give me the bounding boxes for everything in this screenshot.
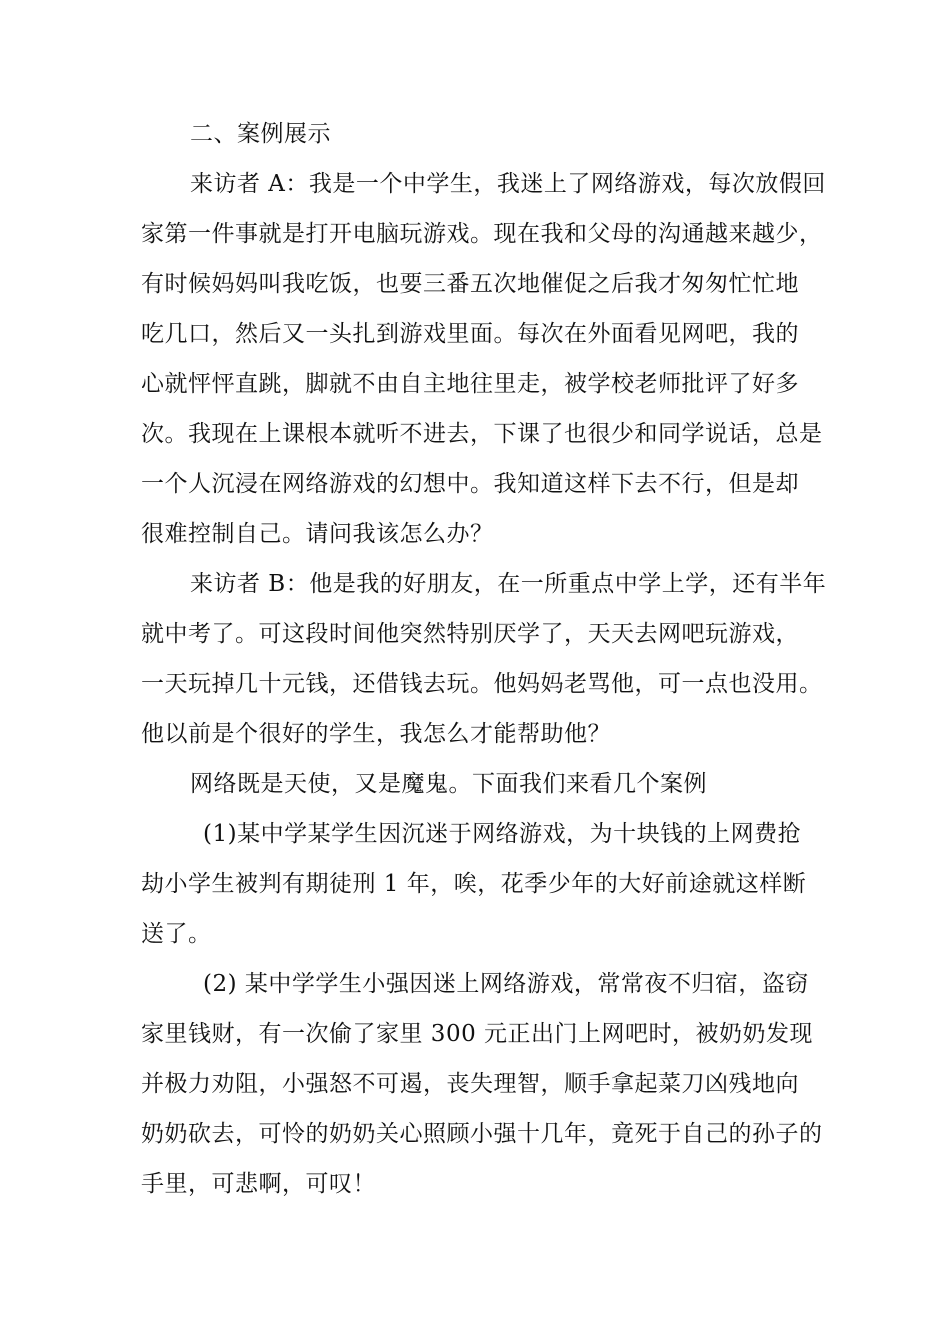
paragraph-line: 手里，可悲啊，可叹！ xyxy=(141,1171,376,1197)
paragraph-line: 并极力劝阻，小强怒不可遏，丧失理智，顺手拿起菜刀凶残地向 xyxy=(141,1071,799,1097)
paragraph-line: 一个人沉浸在网络游戏的幻想中。我知道这样下去不行，但是却 xyxy=(141,471,799,497)
paragraph-line: 吃几口，然后又一头扎到游戏里面。每次在外面看见网吧，我的 xyxy=(141,321,799,347)
paragraph-line: 有时候妈妈叫我吃饭，也要三番五次地催促之后我才匆匆忙忙地 xyxy=(141,271,799,297)
paragraph-line: 劫小学生被判有期徒刑 1 年，唉，花季少年的大好前途就这样断 xyxy=(141,871,807,897)
paragraph-line: 就中考了。可这段时间他突然特别厌学了，天天去网吧玩游戏， xyxy=(141,621,799,647)
paragraph-line: 心就怦怦直跳，脚就不由自主地往里走，被学校老师批评了好多 xyxy=(141,371,799,397)
paragraph-line: 家第一件事就是打开电脑玩游戏。现在我和父母的沟通越来越少， xyxy=(141,221,823,247)
paragraph-line: 送了。 xyxy=(141,921,212,947)
paragraph-line: (2) 某中学学生小强因迷上网络游戏，常常夜不归宿，盗窃 xyxy=(203,971,809,997)
paragraph-line: (1)某中学某学生因沉迷于网络游戏，为十块钱的上网费抢 xyxy=(203,821,802,847)
paragraph-line: 来访者 A：我是一个中学生，我迷上了网络游戏，每次放假回 xyxy=(190,171,826,197)
paragraph-line: 很难控制自己。请问我该怎么办？ xyxy=(141,521,494,547)
paragraph-line: 一天玩掉几十元钱，还借钱去玩。他妈妈老骂他，可一点也没用。 xyxy=(141,671,823,697)
section-heading: 二、案例展示 xyxy=(190,121,331,147)
paragraph-line: 次。我现在上课根本就听不进去，下课了也很少和同学说话，总是 xyxy=(141,421,823,447)
paragraph-line: 家里钱财，有一次偷了家里 300 元正出门上网吧时，被奶奶发现 xyxy=(141,1021,814,1047)
paragraph-line: 来访者 B：他是我的好朋友，在一所重点中学上学，还有半年 xyxy=(190,571,827,597)
paragraph-line: 奶奶砍去，可怜的奶奶关心照顾小强十几年，竟死于自己的孙子的 xyxy=(141,1121,823,1147)
paragraph-line: 他以前是个很好的学生，我怎么才能帮助他？ xyxy=(141,721,611,747)
paragraph-line: 网络既是天使，又是魔鬼。下面我们来看几个案例 xyxy=(190,771,707,797)
